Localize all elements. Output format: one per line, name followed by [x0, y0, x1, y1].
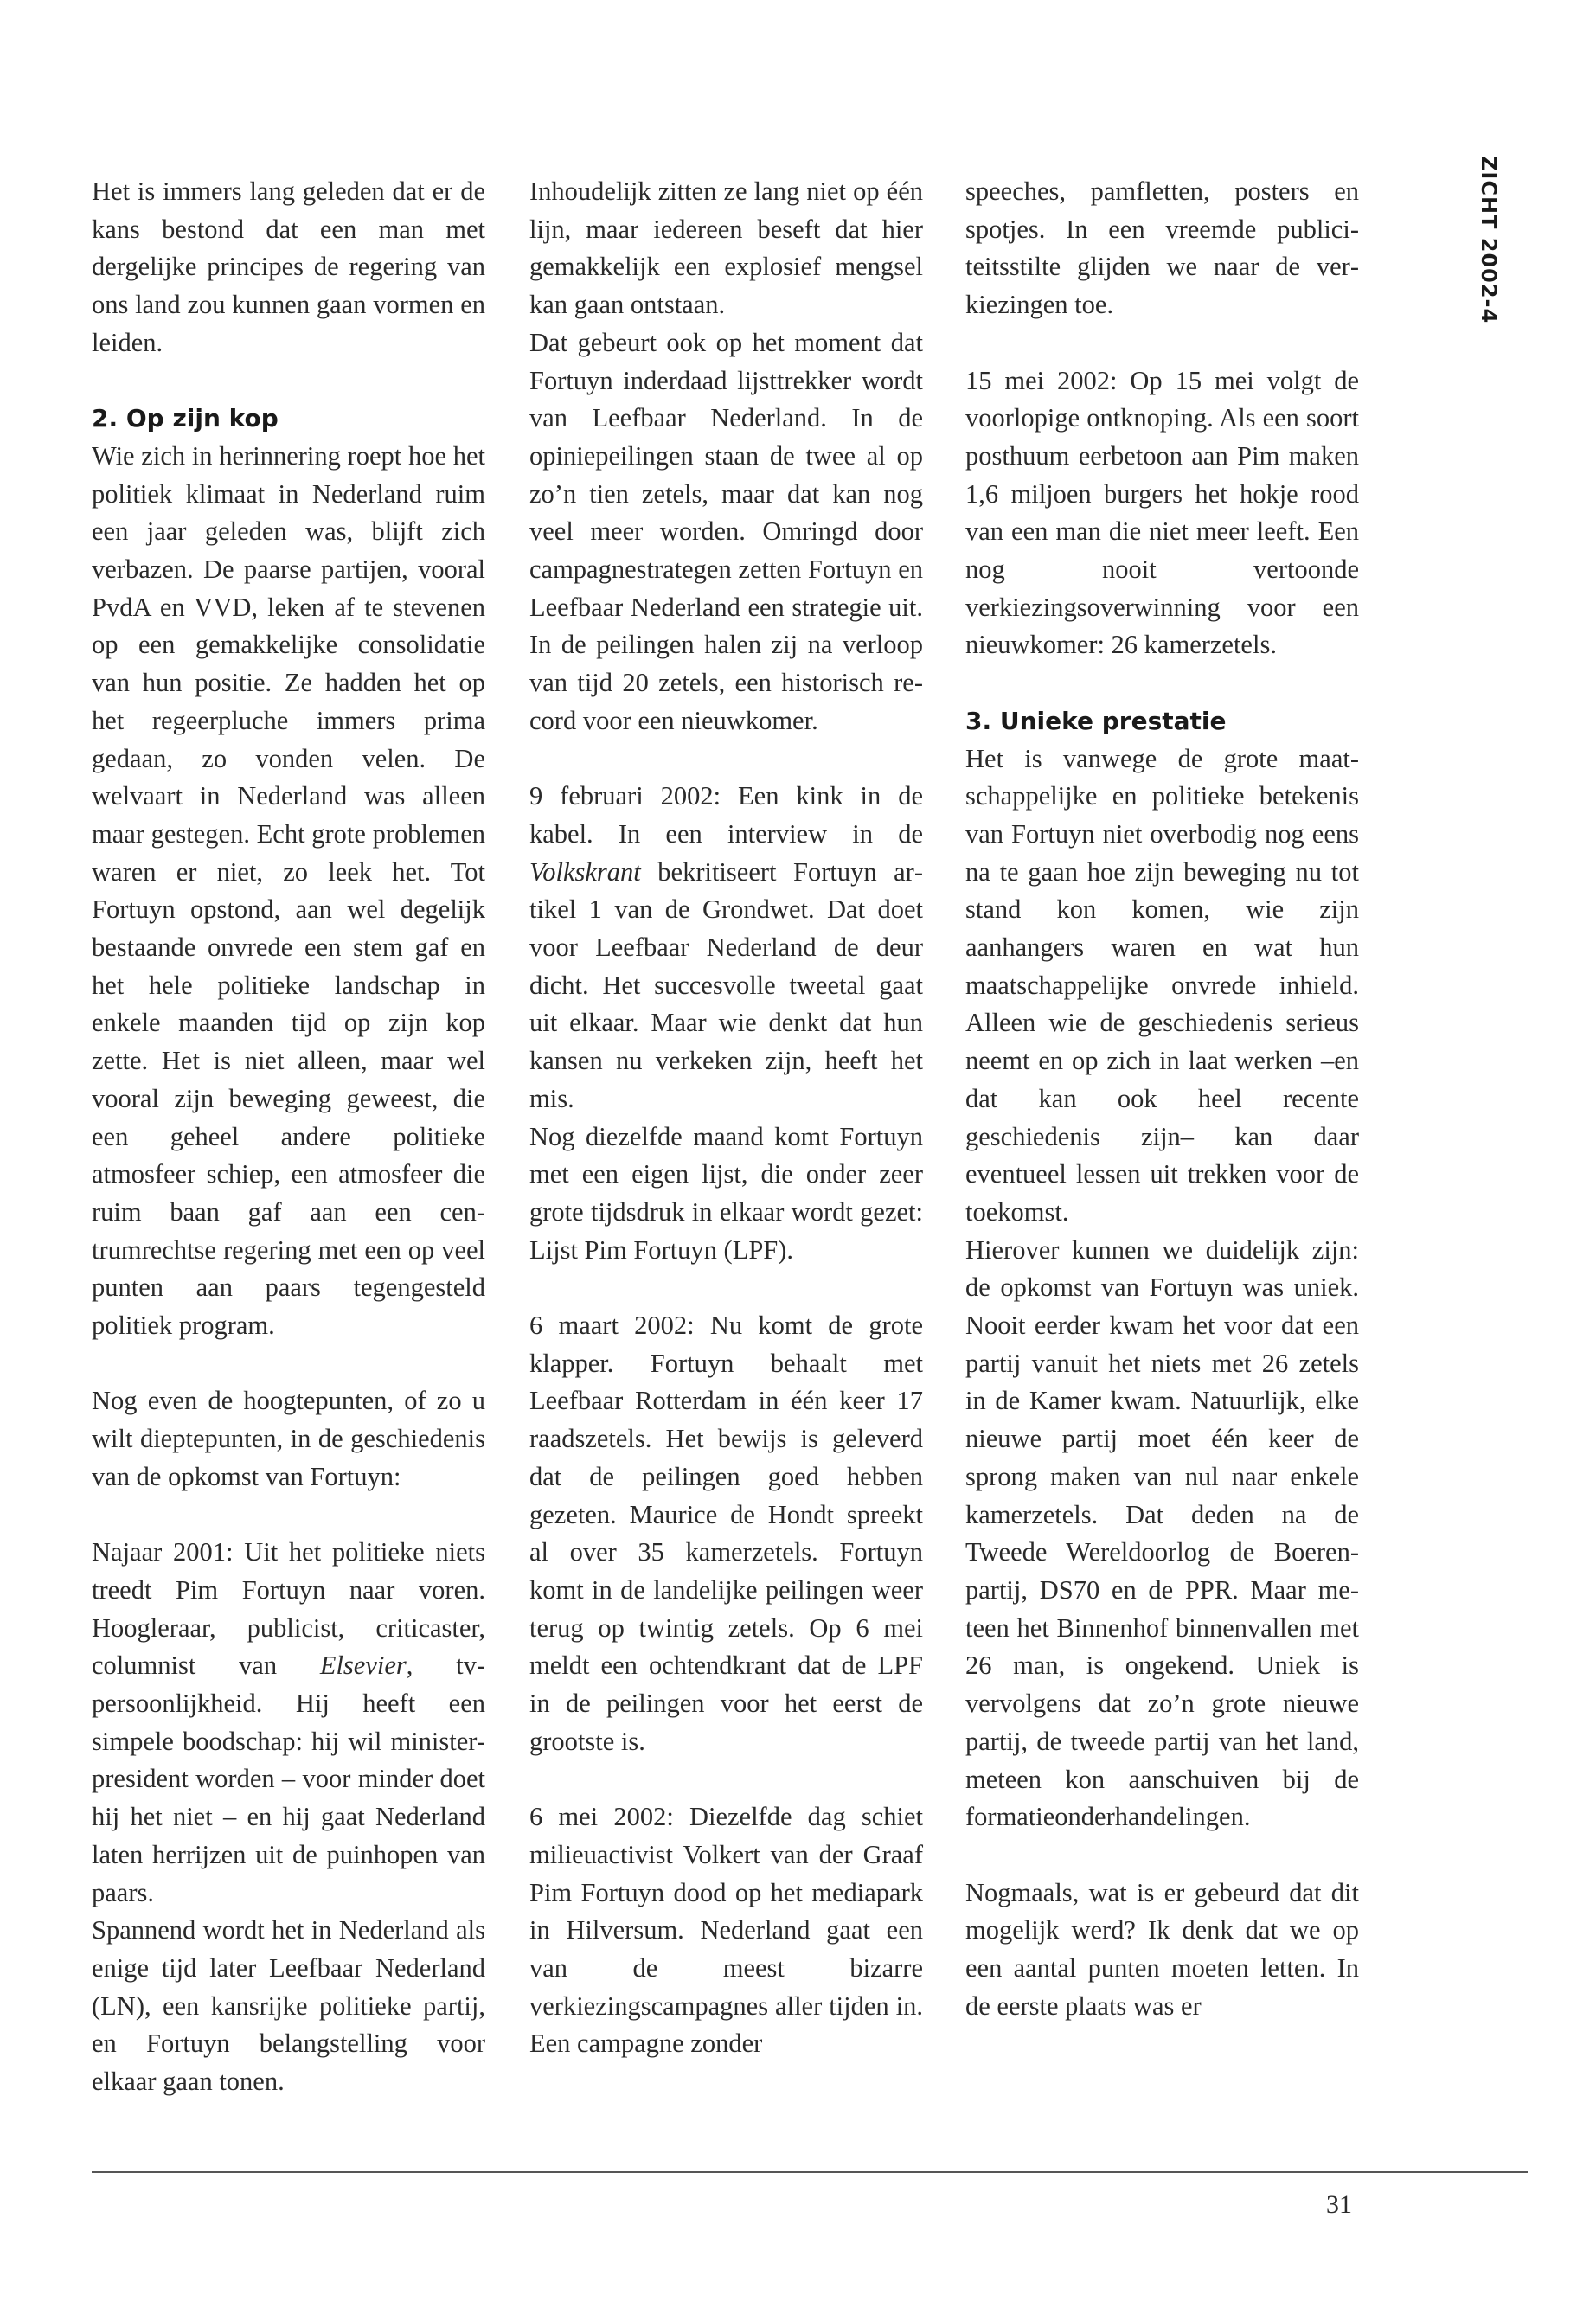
paragraph: Hierover kunnen we duidelijk zijn: de opkomst van Fortuyn was uniek. Nooit eerder kwam het voor dat een partij vanuit het niets met 26 zetels in de Kamer kwam. Natuurlijk, elke nieuwe partij moet één keer de sprong maken van nul naar enkele kamerzetels. Dat deden na de Tweede Wereldoorlog de Boerenpartij, DS70 en de PPR. Maar meteen het Binnenhof binnenvallen met 26 man, is ongekend. Uniek is vervolgens dat zo’n grote nieuwe partij, de tweede partij van het land, meteen kon aanschuiven bij de formatieonderhandelingen. [965, 1234, 1359, 1832]
emphasis-text: Elsevier [319, 1650, 407, 1681]
text-column-2 [529, 173, 923, 2063]
paragraph-text: , tv-persoonlijkheid. Hij heeft een simpele boodschap: hij wil minister-president worden – voor minder doet hij het niet – en hij gaat Nederland laten herrijzen uit de puinhopen van paars. [92, 1650, 485, 1907]
running-head: ZICHT 2002-4 [1477, 156, 1501, 324]
paragraph: speeches, pamfletten, posters en spotjes. In een vreemde publiciteitsstilte glijden we naar de verkiezingen toe. [965, 176, 1359, 320]
footer-divider [92, 2171, 1528, 2173]
paragraph: Het is immers lang geleden dat er de kans bestond dat een man met dergelijke principes de regering van ons land zou kunnen gaan vormen en leiden. [92, 176, 485, 357]
paragraph: 6 maart 2002: Nu komt de grote klapper. Fortuyn behaalt met Leefbaar Rotterdam in één keer 17 raadszetels. Het bewijs is geleverd dat de peilingen goed hebben gezeten. Maurice de Hondt spreekt al over 35 kamerzetels. Fortuyn komt in de landelijke peilingen weer terug op twintig zetels. Op 6 mei meldt een ochtendkrant dat de LPF in de peilingen voor het eerst de grootste is. [529, 1311, 923, 1756]
paragraph [92, 1534, 485, 1912]
paragraph-text: bekritiseert Fortuyn artikel 1 van de Grondwet. Dat doet voor Leefbaar Nederland de deur dicht. Het succesvolle tweetal gaat uit elkaar. Maar wie denkt dat hun kansen nu verkeken zijn, heeft het mis. [529, 856, 923, 1113]
paragraph: Inhoudelijk zitten ze lang niet op één lijn, maar iedereen beseft dat hier gemakkelijk een explosief mengsel kan gaan ontstaan. [529, 176, 923, 320]
paragraph: Het is vanwege de grote maatschappelijke en politieke betekenis van Fortuyn niet overbodig nog eens na te gaan hoe zijn beweging nu tot stand kon komen, wie zijn aanhangers waren en wat hun maatschappelijke onvrede inhield. Alleen wie de geschiedenis serieus neemt en op zich in laat werken –en dat kan ook heel recente geschiedenis zijn– kan daar eventueel lessen uit trekken voor de toekomst. [965, 743, 1359, 1227]
paragraph: Dat gebeurt ook op het moment dat Fortuyn inderdaad lijsttrekker wordt van Leefbaar Nederland. In de opiniepeilingen staan de twee al op zo’n tien zetels, maar dat kan nog veel meer worden. Omringd door campagnestrategen zetten Fortuyn en Leefbaar Nederland een strategie uit. In de peilingen halen zij na verloop van tijd 20 zetels, een historisch record voor een nieuwkomer. [529, 327, 923, 735]
page-number: 31 [1326, 2190, 1352, 2219]
emphasis-text: Volkskrant [529, 856, 641, 887]
paragraph: Nog even de hoogtepunten, of zo u wilt dieptepunten, in de geschiedenis van de opkomst van Fortuyn: [92, 1386, 485, 1491]
paragraph: Spannend wordt het in Nederland als enige tijd later Leefbaar Nederland (LN), een kansrijke politieke partij, en Fortuyn belangstelling voor elkaar gaan tonen. [92, 1915, 485, 2097]
paragraph-text: 9 februari 2002: Een kink in de kabel. In een interview in de [529, 781, 923, 849]
section-heading: 2. Op zijn kop [92, 404, 279, 433]
paragraph-text: Najaar 2001: Uit het politieke niets treedt Pim Fortuyn naar voren. Hoogleraar, publicist, criticaster, columnist van [92, 1537, 485, 1681]
paragraph: Wie zich in herinnering roept hoe het politiek klimaat in Nederland ruim een jaar geleden was, blijft zich verbazen. De paarse partijen, vooral PvdA en VVD, leken af te stevenen op een gemakkelijke consolidatie van hun positie. Ze hadden het op het regeerpluche immers prima gedaan, zo vonden velen. De welvaart in Nederland was alleen maar gestegen. Echt grote problemen waren er niet, zo leek het. Tot Fortuyn opstond, aan wel degelijk bestaande onvrede een stem gaf en het hele politieke landschap in enkele maanden tijd op zijn kop zette. Het is niet alleen, maar wel vooral zijn beweging geweest, die een geheel andere politieke atmosfeer schiep, een atmosfeer die ruim baan gaf aan een centrumrechtse regering met een op veel punten aan paars tegengesteld politiek program. [92, 440, 485, 1341]
paragraph: Nogmaals, wat is er gebeurd dat dit mogelijk werd? Ik denk dat we op een aantal punten moeten letten. In de eerste plaats was er [965, 1877, 1359, 2021]
paragraph: Nog diezelfde maand komt Fortuyn met een eigen lijst, die onder zeer grote tijdsdruk in elkaar wordt gezet: Lijst Pim Fortuyn (LPF). [529, 1121, 923, 1265]
text-column-1 [92, 173, 485, 2101]
paragraph: 6 mei 2002: Diezelfde dag schiet milieuactivist Volkert van der Graaf Pim Fortuyn dood op het mediapark in Hilversum. Nederland gaat een van de meest bizarre verkiezingscampagnes aller tijden in. Een campagne zonder [529, 1802, 923, 2059]
paragraph: 15 mei 2002: Op 15 mei volgt de voorlopige ontknoping. Als een soort posthuum eerbetoon aan Pim maken 1,6 miljoen burgers het hokje rood van een man die niet meer leeft. Een nog nooit vertoonde verkiezingsoverwinning voor een nieuwkomer: 26 kamerzetels. [965, 365, 1359, 660]
paragraph [529, 778, 923, 1118]
section-heading: 3. Unieke prestatie [965, 706, 1227, 735]
text-column-3 [965, 173, 1359, 2025]
